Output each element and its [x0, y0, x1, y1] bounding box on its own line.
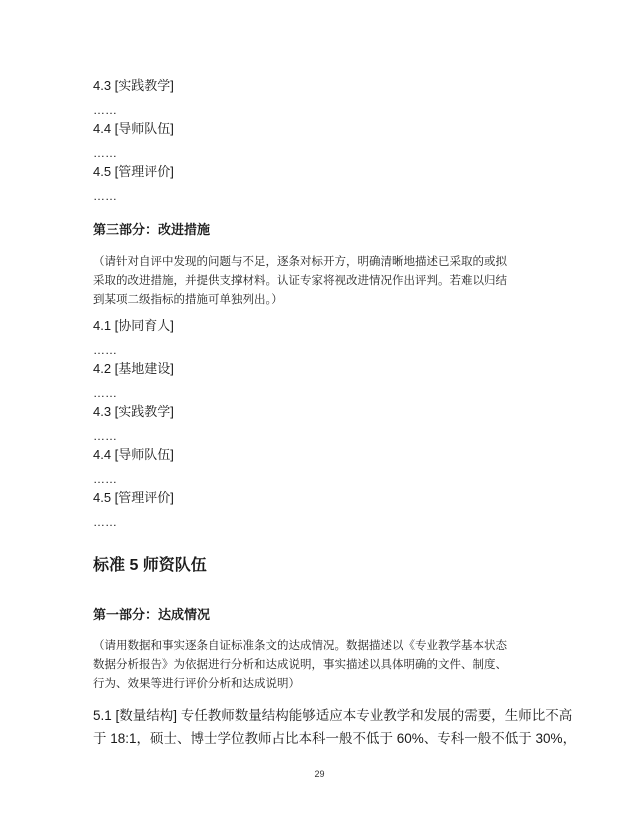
ellipsis: ……	[93, 429, 117, 443]
item-collaborative-education: 4.1 [协同育人]	[93, 318, 174, 333]
item-practice-teaching: 4.3 [实践教学]	[93, 78, 174, 93]
body-line: 5.1 [数量结构] 专任教师数量结构能够适应本专业教学和发展的需要，生师比不高	[93, 708, 573, 723]
item-management-evaluation: 4.5 [管理评价]	[93, 490, 174, 505]
section-5-1-text	[93, 704, 577, 750]
note-line: 行为、效果等进行评价分析和达成说明）	[93, 676, 300, 690]
note-line: （请针对自评中发现的问题与不足，逐条对标开方，明确清晰地描述已采取的或拟	[93, 254, 507, 268]
page-number: 29	[314, 769, 325, 779]
part-one-heading: 第一部分：达成情况	[93, 607, 211, 622]
note-line: 数据分析报告》为依据进行分析和达成说明，事实描述以具体明确的文件、制度、	[93, 657, 507, 671]
item-tutor-team: 4.4 [导师队伍]	[93, 121, 174, 136]
note-line: （请用数据和事实逐条自证标准条文的达成情况。数据描述以《专业教学基本状态	[93, 638, 507, 652]
ellipsis: ……	[93, 386, 117, 400]
item-practice-teaching: 4.3 [实践教学]	[93, 404, 174, 419]
ellipsis: ……	[93, 189, 117, 203]
note-line: 采取的改进措施，并提供支撑材料。认证专家将视改进情况作出评判。若难以归结	[93, 273, 507, 287]
ellipsis: ……	[93, 103, 117, 117]
note-line: 到某项二级指标的措施可单独列出。）	[93, 292, 283, 306]
item-management-evaluation: 4.5 [管理评价]	[93, 164, 174, 179]
part-three-instructions	[93, 252, 553, 309]
ellipsis: ……	[93, 343, 117, 357]
item-tutor-team: 4.4 [导师队伍]	[93, 447, 174, 462]
part-three-heading: 第三部分：改进措施	[93, 222, 211, 237]
standard-5-heading: 标准 5 师资队伍	[93, 557, 207, 574]
part-one-instructions	[93, 636, 553, 693]
ellipsis: ……	[93, 515, 117, 529]
ellipsis: ……	[93, 146, 117, 160]
body-line: 于 18:1，硕士、博士学位教师占比本科一般不低于 60%、专科一般不低于 30%，	[93, 731, 577, 746]
ellipsis: ……	[93, 472, 117, 486]
item-base-construction: 4.2 [基地建设]	[93, 361, 174, 376]
